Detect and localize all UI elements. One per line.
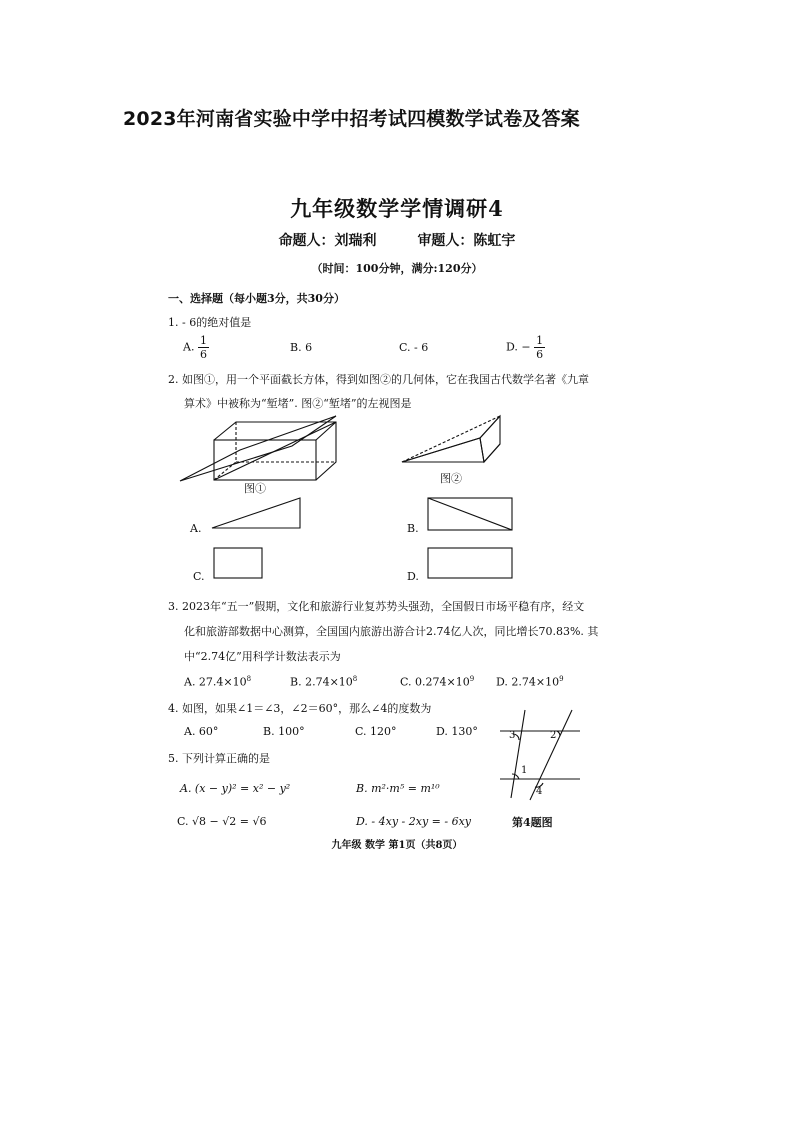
document-title: 2023年河南省实验中学中招考试四模数学试卷及答案	[123, 108, 580, 130]
q2-option-c-shape	[214, 548, 262, 578]
q4-option-b: B. 100°	[263, 725, 305, 738]
q5-option-a: A. (x − y)² = x² − y²	[180, 782, 291, 795]
author: 命题人：刘瑞利	[278, 233, 377, 249]
q1-a-fraction: $\frac{1}{6}$	[199, 334, 207, 361]
q5-option-d: D. - 4xy - 2xy = - 6xy	[356, 815, 472, 828]
page-footer: 九年级 数学 第1页（共8页）	[331, 840, 463, 851]
angle-3-label: 3	[509, 730, 516, 741]
angle-1-label: 1	[521, 765, 528, 776]
q1-option-c: C. - 6	[399, 341, 429, 354]
q1-d-fraction: $\frac{1}{6}$	[536, 334, 544, 361]
q3-option-c: C. $0.274\times 10^9$	[400, 675, 475, 689]
q2-option-a: A.	[190, 522, 202, 535]
figure-2-qiandu	[402, 416, 500, 462]
question-1: 1. - 6的绝对值是	[168, 316, 252, 329]
figure-1-cuboid	[180, 416, 336, 481]
question-3-line1: 3. 2023年“五一”假期，文化和旅游行业复苏势头强劲，全国假日市场平稳有序，经文	[168, 600, 585, 613]
q3-option-b: B. $2.74\times 10^8$	[290, 675, 358, 689]
question-3-line3: 中“2.74亿”用科学计数法表示为	[184, 650, 341, 663]
q2-option-d: D.	[407, 570, 419, 583]
q4-option-d: D. 130°	[436, 725, 478, 738]
exam-time: （时间：100分钟，满分:120分）	[311, 262, 483, 275]
q2-option-b-shape	[428, 498, 512, 530]
figure-2-caption: 图②	[440, 472, 462, 485]
question-2-line1: 2. 如图①，用一个平面截长方体，得到如图②的几何体，它在我国古代数学名著《九章	[168, 373, 589, 386]
q1-d-label: D. −	[506, 340, 531, 354]
q2-option-b: B.	[407, 522, 419, 535]
q5-option-b: B. m²·m⁵ = m¹⁰	[356, 782, 440, 795]
figure-1-caption: 图①	[244, 482, 266, 495]
q2-option-c: C.	[193, 570, 205, 583]
q3-option-a: A. $27.4\times 10^8$	[184, 675, 252, 689]
section-heading: 一、选择题（每小题3分，共30分）	[168, 292, 345, 305]
reviewer: 审题人：陈虹宇	[417, 233, 516, 249]
figure-4-caption: 第4题图	[512, 816, 553, 829]
exam-title: 九年级数学学情调研4	[290, 196, 504, 221]
q5-option-c: C. √8 − √2 = √6	[177, 815, 267, 828]
q3-option-d: D. $2.74\times 10^9$	[496, 675, 564, 689]
angle-4-label: 4	[536, 786, 543, 797]
q4-option-c: C. 120°	[355, 725, 397, 738]
q1-a-label: A.	[183, 340, 195, 354]
question-2-line2: 算术》中被称为“堑堵”. 图②“堑堵”的左视图是	[184, 397, 412, 410]
q2-option-d-shape	[428, 548, 512, 578]
q1-option-b: B. 6	[290, 341, 313, 354]
angle-2-label: 2	[550, 730, 557, 741]
question-3-line2: 化和旅游部数据中心测算，全国国内旅游出游合计2.74亿人次，同比增长70.83%. 其	[184, 625, 599, 638]
q2-option-a-shape	[212, 498, 300, 528]
question-5: 5. 下列计算正确的是	[168, 752, 270, 765]
q4-option-a: A. 60°	[184, 725, 219, 738]
question-4: 4. 如图，如果∠1＝∠3，∠2＝60°，那么∠4的度数为	[168, 702, 432, 715]
